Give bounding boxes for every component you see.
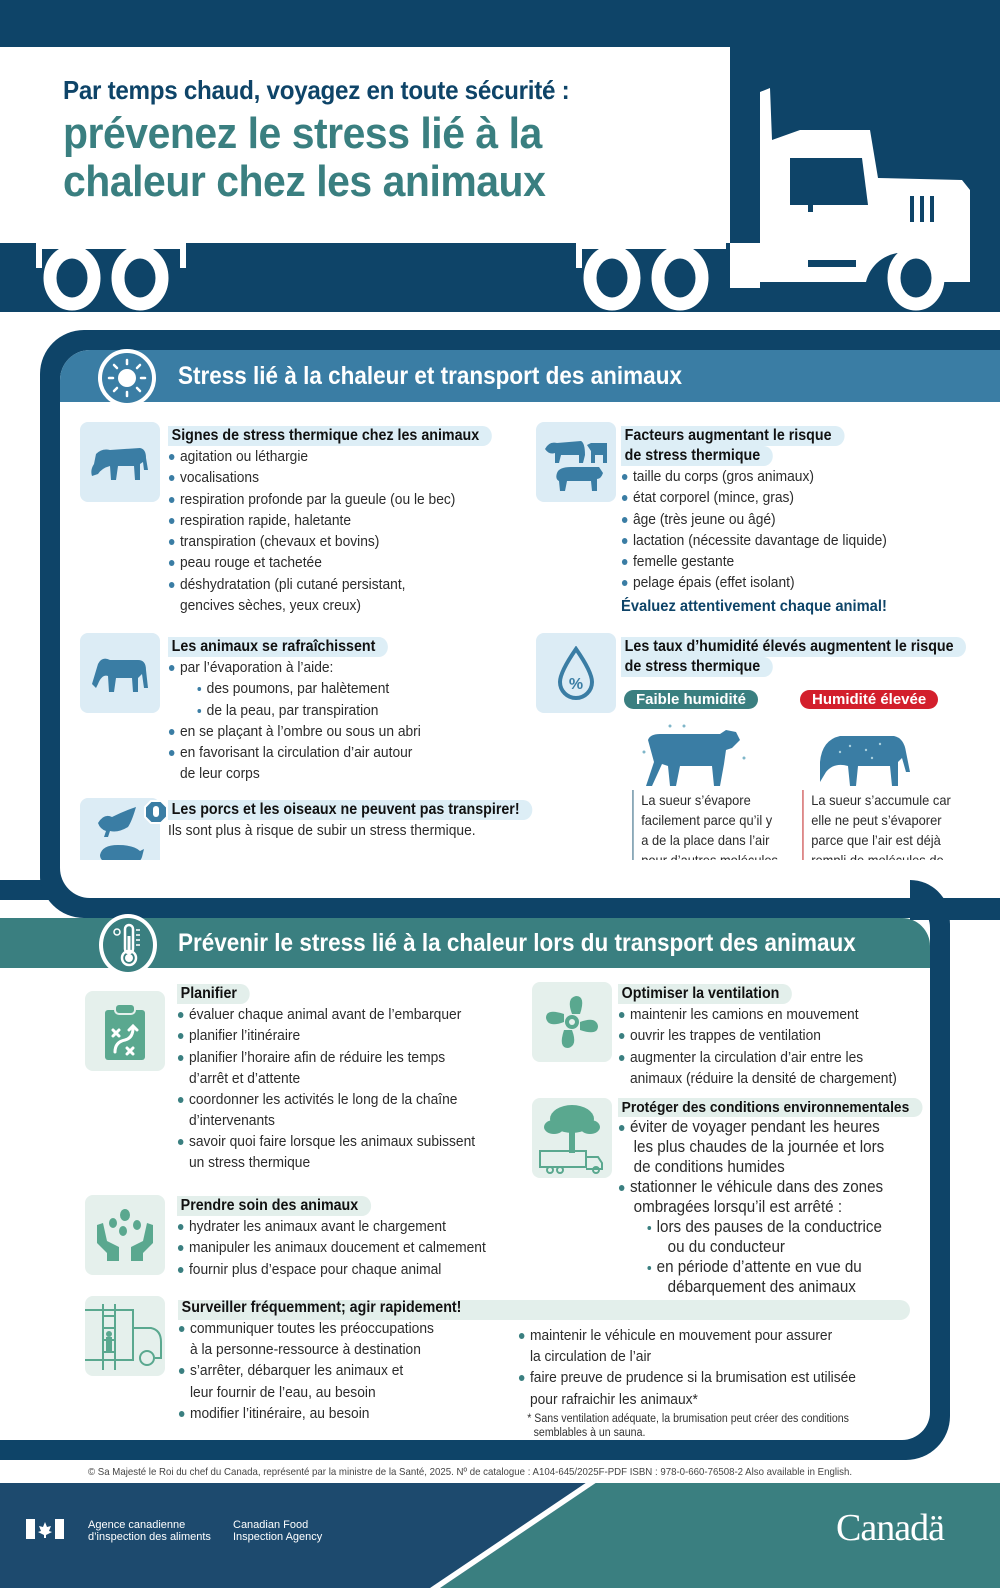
list-item: maintenir le véhicule en mouvement pour assurer (518, 1325, 856, 1346)
list-item: en favorisant la circulation d’air autour (168, 742, 421, 763)
section2-title: Prévenir le stress lié à la chaleur lors du transport des animaux (178, 929, 856, 957)
list-item: respiration profonde par la gueule (ou le bec) (168, 489, 492, 510)
copyright-line: © Sa Majesté le Roi du chef du Canada, représenté par la ministre de la Santé, 2025. Nº de catalogue : A104-645/2025F-PDF ISBN : 978-0-660-76508-2 Also available in English. (88, 1466, 853, 1478)
list-item: planifier l’itinéraire (177, 1025, 475, 1046)
list-item-continuation: les plus chaudes de la journée et lors (633, 1138, 885, 1156)
text-line: elle ne peut s’évaporer (811, 812, 942, 828)
plan-list-2 (177, 1089, 501, 1110)
list-item: femelle gestante (621, 551, 887, 572)
humidity-title-line1: Les taux d’humidité élevés augmentent le risque (621, 637, 966, 657)
factors-list (621, 466, 910, 594)
list-item-continuation: un stress thermique (188, 1154, 311, 1172)
list-item: augmenter la circulation d’air entre les (618, 1047, 897, 1068)
list-item-continuation: pour rafraichir les animaux* (529, 1390, 698, 1408)
list-item: lactation (nécessite davantage de liquide) (621, 530, 887, 551)
title-line-2: chaleur chez les animaux (63, 157, 546, 206)
list-item: coordonner les activités le long de la chaîne (177, 1089, 475, 1110)
list-item-continuation: de conditions humides (633, 1158, 785, 1176)
footnote-line2: semblables à un sauna. (533, 1426, 646, 1439)
list-item: vocalisations (168, 467, 492, 488)
environment-title: Protéger des conditions environnementales (618, 1098, 922, 1117)
canada-wordmark: Canadä (836, 1507, 944, 1549)
list-item: en période d’attente en vue du (618, 1257, 922, 1277)
pigs-birds-title: Les porcs et les oiseaux ne peuvent pas transpirer! (168, 800, 532, 820)
signs-list (168, 446, 520, 616)
cooling-title: Les animaux se rafraîchissent (168, 637, 388, 657)
list-item: savoir quoi faire lorsque les animaux subissent (177, 1131, 475, 1152)
truck-ladder-icon (85, 1296, 165, 1376)
agency-fr-line1: Agence canadienne (88, 1519, 186, 1531)
grazing-cow-icon (80, 422, 160, 502)
list-item: manipuler les animaux doucement et calmement (177, 1237, 486, 1258)
list-item: planifier l’horaire afin de réduire les temps (177, 1047, 475, 1068)
cooling-list (168, 657, 443, 678)
high-humidity-badge: Humidité élevée (800, 690, 938, 709)
care-title: Prendre soin des animaux (177, 1196, 371, 1216)
sun-icon (98, 349, 156, 407)
list-item: âge (très jeune ou âgé) (621, 509, 887, 530)
humidity-title-line2: de stress thermique (621, 657, 773, 677)
plan-title: Planifier (177, 984, 250, 1004)
list-item-continuation: de leur corps (179, 765, 260, 783)
environment-sublist (618, 1217, 949, 1237)
list-item: en se plaçant à l’ombre ou sous un abri (168, 721, 421, 742)
list-item: hydrater les animaux avant le chargement (177, 1216, 486, 1237)
list-item: s’arrêter, débarquer les animaux et (178, 1360, 474, 1381)
list-item-continuation: ombragées lorsqu’il est arrêté : (633, 1198, 843, 1216)
list-item-continuation: la circulation de l’air (529, 1348, 652, 1366)
list-item: maintenir les camions en mouvement (618, 1004, 897, 1025)
monitor-left-list (178, 1318, 500, 1339)
list-item-continuation: gencives sèches, yeux creux) (179, 597, 361, 615)
cooling-sublist (168, 678, 443, 721)
monitor-left-list-3 (178, 1403, 500, 1424)
list-item: fournir plus d’espace pour chaque animal (177, 1259, 486, 1280)
environment-block (618, 1098, 949, 1297)
evaluate-emphasis: Évaluez attentivement chaque animal! (621, 597, 887, 615)
monitor-right-list (518, 1325, 885, 1346)
monitor-block (178, 1298, 500, 1424)
list-item: évaluer chaque animal avant de l’embarquer (177, 1004, 475, 1025)
list-item: faire preuve de prudence si la brumisation est utilisée (518, 1367, 856, 1388)
low-humidity-column (624, 690, 758, 709)
ventilation-block (618, 984, 921, 1089)
list-item: agitation ou léthargie (168, 446, 492, 467)
list-item: par l’évaporation à l’aide: (168, 657, 421, 678)
list-item-continuation: ou du conducteur (667, 1238, 785, 1256)
list-item: des poumons, par halètement (168, 678, 421, 699)
text-line: a de la place dans l’air (641, 832, 770, 848)
text-line: facilement parce qu’il y (641, 812, 773, 828)
plan-block (177, 984, 501, 1173)
hands-hooves-icon (85, 1195, 165, 1275)
low-humidity-badge: Faible humidité (624, 690, 758, 709)
list-item: pelage épais (effet isolant) (621, 572, 887, 593)
plan-list (177, 1004, 501, 1068)
agency-en-line1: Canadian Food (233, 1519, 309, 1531)
list-item: ouvrir les trappes de ventilation (618, 1025, 897, 1046)
care-list (177, 1216, 513, 1280)
cattle-group-icon (536, 422, 616, 502)
list-item-continuation: débarquement des animaux (667, 1278, 856, 1296)
high-humidity-column (800, 690, 938, 709)
list-item-continuation: d’intervenants (188, 1112, 275, 1130)
list-item-continuation: d’arrêt et d’attente (188, 1069, 301, 1087)
canada-flag-icon (26, 1519, 64, 1539)
monitor-right-block (518, 1325, 885, 1440)
cooling-list-2 (168, 721, 443, 764)
factors-title-line1: Facteurs augmentant le risque (621, 426, 844, 446)
list-item: transpiration (chevaux et bovins) (168, 531, 492, 552)
standing-cow-icon (640, 722, 750, 788)
monitor-title: Surveiller fréquemment; agir rapidement! (181, 1299, 462, 1316)
care-block (177, 1196, 513, 1280)
ventilation-title: Optimiser la ventilation (618, 984, 792, 1004)
thermometer-icon (99, 914, 157, 976)
factors-block (621, 426, 910, 616)
plan-list-3 (177, 1131, 501, 1152)
pigs-birds-block (168, 800, 564, 841)
text-line: La sueur s’évapore (641, 792, 751, 808)
list-item: modifier l’itinéraire, au besoin (178, 1403, 474, 1424)
signs-title: Signes de stress thermique chez les animaux (168, 426, 492, 446)
list-item: état corporel (mince, gras) (621, 487, 887, 508)
list-item: communiquer toutes les préoccupations (178, 1318, 474, 1339)
monitor-right-list-2 (518, 1367, 885, 1388)
humidity-drop-icon (536, 633, 616, 713)
agency-en-line2: Inspection Agency (233, 1531, 323, 1543)
agency-name-fr (88, 1519, 211, 1543)
page-title (63, 110, 545, 206)
monitor-left-list-2 (178, 1360, 500, 1381)
section1-panel-bottom (60, 860, 1000, 898)
list-item-continuation: à la personne-ressource à destination (189, 1341, 421, 1359)
environment-list (618, 1117, 949, 1137)
agency-name-en (233, 1519, 322, 1543)
text-line: La sueur s’accumule car (811, 792, 951, 808)
svg-text:%: % (568, 676, 584, 693)
humidity-block (621, 637, 996, 677)
list-item: peau rouge et tachetée (168, 552, 492, 573)
list-item: de la peau, par transpiration (168, 700, 421, 721)
horse-icon (80, 633, 160, 713)
section1-title: Stress lié à la chaleur et transport des animaux (178, 362, 682, 390)
factors-title-line2: de stress thermique (621, 446, 773, 466)
list-item: déshydratation (pli cutané persistant, (168, 574, 492, 595)
ventilation-list (618, 1004, 921, 1068)
agency-fr-line2: d’inspection des aliments (88, 1531, 211, 1543)
pigs-birds-text: Ils sont plus à risque de subir un stress thermique. (168, 822, 476, 839)
list-item-continuation: animaux (réduire la densité de chargement) (629, 1069, 897, 1087)
environment-list-2 (618, 1177, 949, 1197)
list-item: taille du corps (gros animaux) (621, 466, 887, 487)
header-subtitle: Par temps chaud, voyagez en toute sécurité : (63, 75, 570, 105)
tree-truck-icon (532, 1098, 612, 1178)
list-item-continuation: leur fournir de l’eau, au besoin (189, 1383, 376, 1401)
list-item: éviter de voyager pendant les heures (618, 1117, 922, 1137)
stop-hand-icon (144, 800, 168, 829)
sweating-cow-icon (810, 722, 920, 788)
list-item: stationner le véhicule dans des zones (618, 1177, 922, 1197)
cooling-block (168, 637, 443, 784)
text-line: parce que l’air est déjà (811, 832, 941, 848)
clipboard-plan-icon (85, 991, 165, 1071)
footnote-line1: * Sans ventilation adéquate, la brumisation peut créer des conditions (527, 1412, 849, 1425)
list-item: respiration rapide, haletante (168, 510, 492, 531)
signs-block (168, 426, 520, 616)
list-item: lors des pauses de la conductrice (618, 1217, 922, 1237)
fan-icon (532, 982, 612, 1062)
title-line-1: prévenez le stress lié à la (63, 109, 542, 158)
environment-sublist-2 (618, 1257, 949, 1277)
